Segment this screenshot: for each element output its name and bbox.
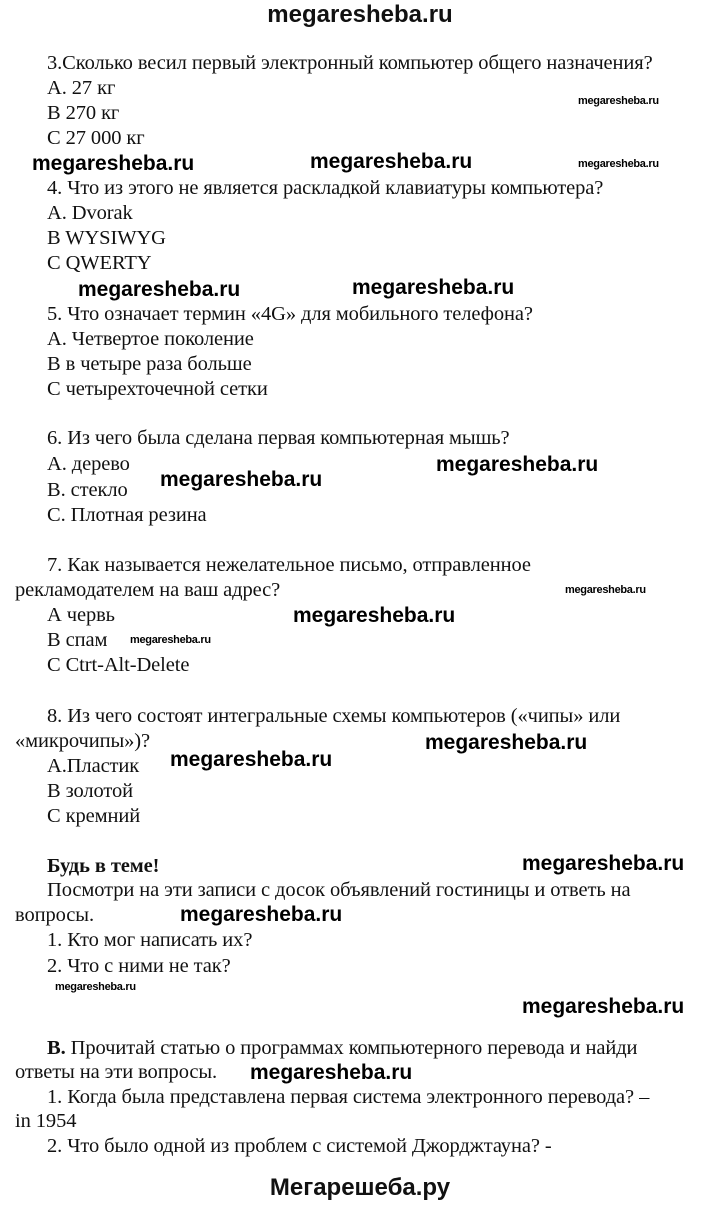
question-4: 4. Что из этого не является раскладкой клавиатуры компьютера? — [47, 177, 604, 199]
watermark: megaresheba.ru — [352, 276, 515, 299]
section-b-question-2: 2. Что было одной из проблем с системой Джорджтауна? - — [47, 1135, 552, 1157]
section-intro: Посмотри на эти записи с досок объявлений гостиницы и ответь на — [47, 879, 631, 901]
watermark: megaresheba.ru — [32, 152, 195, 175]
section-question-2: 2. Что с ними не так? — [47, 955, 231, 977]
section-b-question-1: 1. Когда была представлена первая система электронного перевода? – — [47, 1086, 650, 1108]
question-7: 7. Как называется нежелательное письмо, отправленное — [47, 554, 531, 576]
answer-a: А.Пластик — [47, 755, 140, 777]
section-title: Будь в теме! — [47, 855, 160, 877]
watermark: megaresheba.ru — [250, 1061, 413, 1084]
answer-b: В. стекло — [47, 479, 128, 501]
answer-b: В золотой — [47, 780, 133, 802]
watermark: megaresheba.ru — [180, 903, 343, 926]
section-b-intro-cont: ответы на эти вопросы. — [15, 1061, 218, 1083]
site-footer: Мегарешеба.ру — [269, 1174, 451, 1201]
watermark: megaresheba.ru — [425, 731, 588, 754]
question-7-cont: рекламодателем на ваш адрес? — [15, 579, 281, 601]
answer-a: А. дерево — [47, 453, 130, 475]
answer-a: А. 27 кг — [47, 77, 116, 99]
site-header: megaresheba.ru — [267, 1, 453, 28]
answer-c: С 27 000 кг — [47, 127, 145, 149]
question-3: 3.Сколько весил первый электронный компьютер общего назначения? — [47, 52, 653, 74]
answer-c: С кремний — [47, 805, 141, 827]
answer-a: A. Dvorak — [47, 202, 133, 224]
answer-b: В в четыре раза больше — [47, 353, 252, 375]
answer-c: С четырехточечной сетки — [47, 378, 268, 400]
section-b-intro — [47, 1036, 637, 1060]
answer-b: B WYSIWYG — [47, 227, 166, 249]
watermark: megaresheba.ru — [522, 995, 685, 1018]
answer-a: А червь — [47, 604, 115, 626]
watermark: megaresheba.ru — [436, 453, 599, 476]
answer-b: В 270 кг — [47, 102, 120, 124]
section-intro-cont: вопросы. — [15, 904, 94, 926]
watermark: megaresheba.ru — [55, 981, 136, 993]
watermark: megaresheba.ru — [578, 95, 659, 107]
watermark: megaresheba.ru — [160, 468, 323, 491]
watermark: megaresheba.ru — [565, 584, 646, 596]
section-b-intro-text: Прочитай статью о программах компьютерного перевода и найди — [65, 1037, 638, 1059]
watermark: megaresheba.ru — [293, 604, 456, 627]
watermark: megaresheba.ru — [130, 634, 211, 646]
question-5: 5. Что означает термин «4G» для мобильного телефона? — [47, 303, 533, 325]
watermark: megaresheba.ru — [310, 150, 473, 173]
answer-c: C QWERTY — [47, 252, 152, 274]
watermark: megaresheba.ru — [170, 748, 333, 771]
section-question-1: 1. Кто мог написать их? — [47, 929, 253, 951]
watermark: megaresheba.ru — [522, 852, 685, 875]
watermark: megaresheba.ru — [78, 278, 241, 301]
question-8: 8. Из чего состоят интегральные схемы компьютеров («чипы» или — [47, 705, 621, 727]
answer-a: А. Четвертое поколение — [47, 328, 254, 350]
answer-c: С. Плотная резина — [47, 504, 207, 526]
section-b-answer-1: in 1954 — [15, 1110, 77, 1132]
watermark: megaresheba.ru — [578, 158, 659, 170]
section-b-label: B. — [47, 1037, 66, 1059]
question-6: 6. Из чего была сделана первая компьютерная мышь? — [47, 427, 510, 449]
answer-c: С Ctrt-Alt-Delete — [47, 654, 190, 676]
answer-b: В спам — [47, 629, 108, 651]
question-8-cont: «микрочипы»)? — [15, 730, 151, 752]
